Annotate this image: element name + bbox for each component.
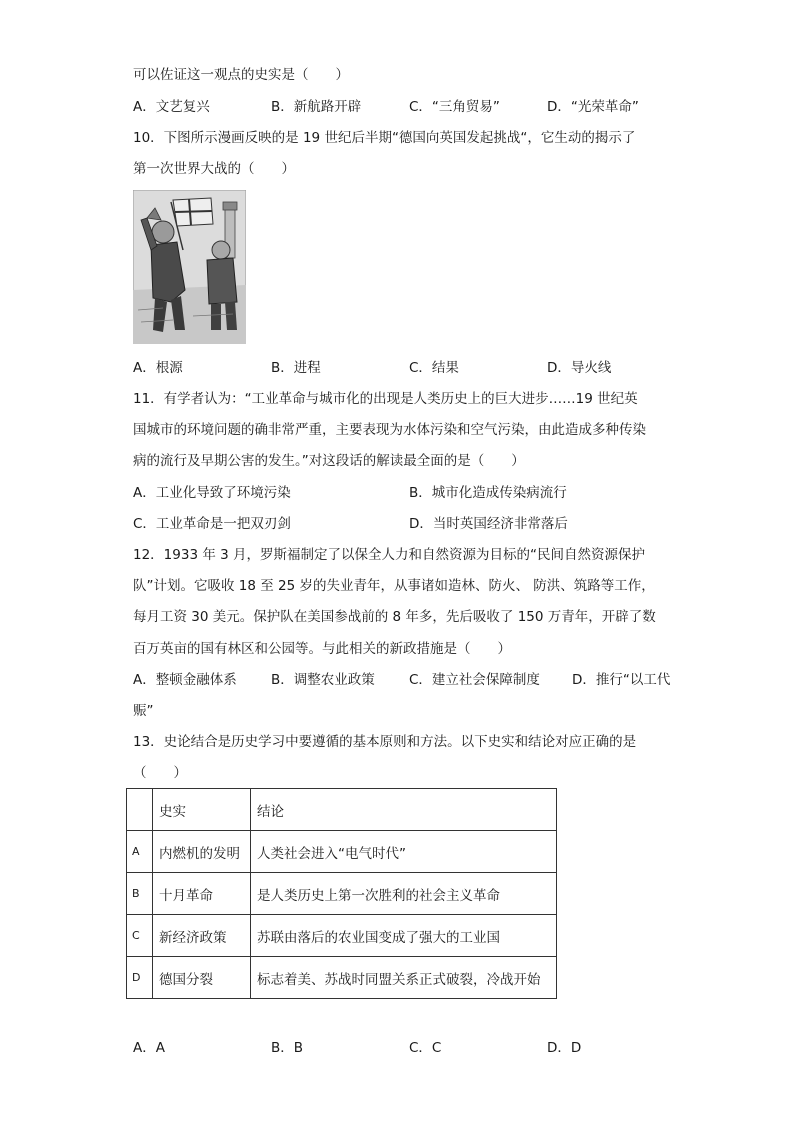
table-cell: 德国分裂 [153, 957, 251, 999]
q12-stem-line1: 12．1933 年 3 月，罗斯福制定了以保全人力和自然资源为目标的“民间自然资源保护 [133, 547, 645, 563]
q11-option-a: A．工业化导致了环境污染 [133, 485, 291, 501]
q9-option-b: B．新航路开辟 [271, 99, 362, 115]
q11-option-b: B．城市化造成传染病流行 [409, 485, 567, 501]
q13-option-a: A．A [133, 1040, 165, 1056]
q9-option-d: D．“光荣革命” [547, 99, 639, 115]
cartoon-image-icon [133, 190, 246, 344]
q11-stem-line2: 国城市的环境问题的确非常严重，主要表现为水体污染和空气污染，由此造成多种传染 [133, 422, 646, 438]
history-table [126, 788, 557, 999]
q12-option-c: C．建立社会保障制度 [409, 672, 540, 688]
table-header-cell: 结论 [251, 789, 557, 831]
q10-option-d: D．导火线 [547, 360, 612, 376]
table-cell: 内燃机的发明 [153, 831, 251, 873]
q11-option-c: C．工业革命是一把双刃剑 [133, 516, 291, 532]
table-cell: 标志着美、苏战时同盟关系正式破裂，冷战开始 [251, 957, 557, 999]
q11-stem-line1: 11．有学者认为：“工业革命与城市化的出现是人类历史上的巨大进步……19 世纪英 [133, 391, 638, 407]
q12-stem-line3: 每月工资 30 美元。保护队在美国参战前的 8 年多，先后吸收了 150 万青年，开辟了数 [133, 609, 656, 625]
q11-option-d: D．当时英国经济非常落后 [409, 516, 568, 532]
q11-stem-line3: 病的流行及早期公害的发生。”对这段话的解读最全面的是（ ） [133, 453, 525, 469]
table-cell: C [127, 915, 153, 957]
table-row [127, 873, 557, 915]
table-cell: A [127, 831, 153, 873]
table-header-row [127, 789, 557, 831]
q9-option-c: C．“三角贸易” [409, 99, 500, 115]
q10-option-b: B．进程 [271, 360, 321, 376]
table-row [127, 957, 557, 999]
table-row [127, 831, 557, 873]
table-cell: 人类社会进入“电气时代” [251, 831, 557, 873]
q10-option-c: C．结果 [409, 360, 459, 376]
q10-stem-line2: 第一次世界大战的（ ） [133, 161, 295, 177]
q9-option-a: A．文艺复兴 [133, 99, 210, 115]
table-cell: B [127, 873, 153, 915]
q12-option-d: D．推行“以工代 [572, 672, 671, 688]
table-cell: 是人类历史上第一次胜利的社会主义革命 [251, 873, 557, 915]
q9-stem: 可以佐证这一观点的史实是（ ） [133, 67, 349, 83]
q12-stem-line2: 队”计划。它吸收 18 至 25 岁的失业青年，从事诸如造林、防火、 防洪、筑路等工作， [133, 578, 655, 594]
table-cell: 苏联由落后的农业国变成了强大的工业国 [251, 915, 557, 957]
q13-option-d: D．D [547, 1040, 582, 1056]
table-header-cell [127, 789, 153, 831]
q12-option-d-wrap: 赈” [133, 703, 154, 719]
q13-stem-line2: （ ） [133, 765, 187, 781]
table-cell: D [127, 957, 153, 999]
q12-option-b: B．调整农业政策 [271, 672, 375, 688]
q13-option-b: B．B [271, 1040, 304, 1056]
table-cell: 新经济政策 [153, 915, 251, 957]
q10-stem-line1: 10．下图所示漫画反映的是 19 世纪后半期“德国向英国发起挑战“，它生动的揭示了 [133, 130, 636, 146]
q13-option-c: C．C [409, 1040, 442, 1056]
table-cell: 十月革命 [153, 873, 251, 915]
q13-stem-line1: 13．史论结合是历史学习中要遵循的基本原则和方法。以下史实和结论对应正确的是 [133, 734, 637, 750]
table-header-cell: 史实 [153, 789, 251, 831]
table-row [127, 915, 557, 957]
q12-stem-line4: 百万英亩的国有林区和公园等。与此相关的新政措施是（ ） [133, 641, 511, 657]
q10-option-a: A．根源 [133, 360, 183, 376]
q12-option-a: A．整顿金融体系 [133, 672, 237, 688]
